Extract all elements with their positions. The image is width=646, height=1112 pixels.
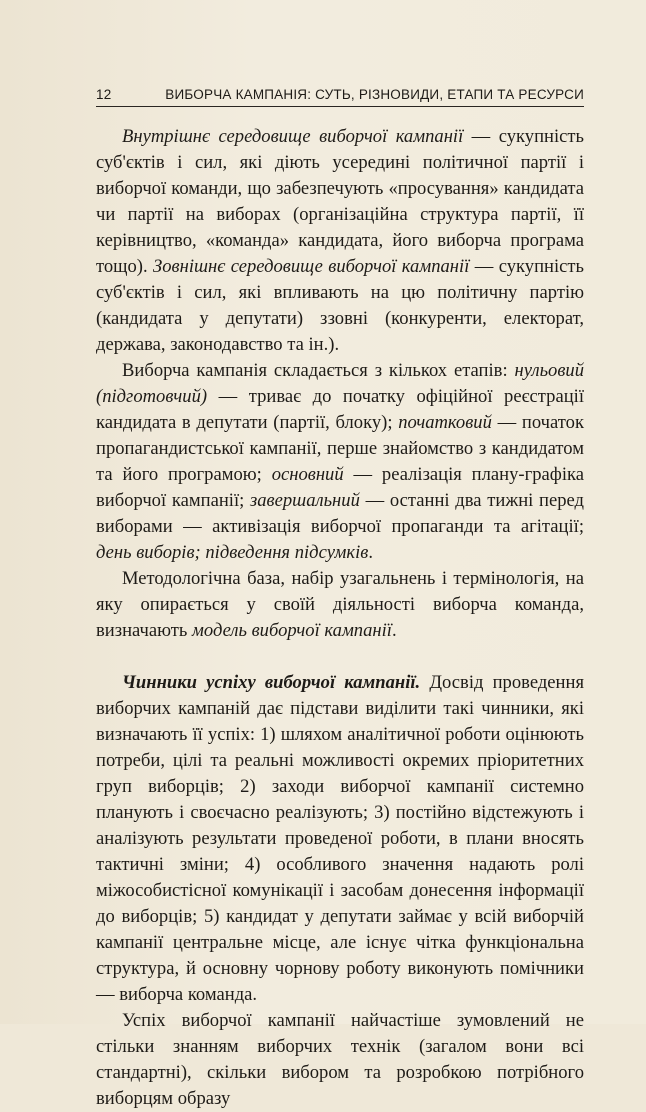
paragraph-stages — [96, 358, 584, 566]
paragraph-text: Успіх виборчої кампанії найчастіше зумовлений не стільки знанням виборчих технік (загалом вони всі стандартні), скільки вибором та розробкою потрібного виборцям образу — [96, 1010, 584, 1109]
paragraph-environment — [96, 124, 584, 358]
term-election-day: день виборів; підведення підсумків — [96, 542, 369, 563]
paragraph-text: Методологічна база, набір узагальнень і термінологія, на яку опирається у своїй діяльності виборча команда, визначають — [96, 568, 584, 641]
section-heading-success-factors: Чинники успіху виборчої кампанії. — [122, 672, 421, 693]
paragraph-model — [96, 566, 584, 644]
paragraph-text: — останні два тижні перед виборами — активізація виборчої пропаганди та агітації; — [96, 490, 584, 537]
term-main-stage: основний — [271, 464, 344, 485]
page-number: 12 — [96, 87, 112, 102]
paragraph-text: — початок пропагандистської кампанії, перше знайомство з кандидатом та його програмою; — [96, 412, 584, 485]
paragraph-text: Досвід проведення виборчих кампаній дає підстави виділити такі чинники, які визначають її успіх: 1) шляхом аналітичної роботи оцінюють потреби, цілі та реальні можливості окремих пріоритетних груп виборців; 2) заходи виборчої кампанії системно планують і своєчасно реалізують; 3) постійно відстежують і аналізують результати проведеної роботи, в плани вносять тактичні зміни; 4) особливого значення надають ролі міжособистісної комунікації і засобам донесення інформації до виборців; 5) кандидат у депутати займає у всій виборчій кампанії центральне місце, але існує чітка функціональна структура, й основну чорнову роботу виконують помічники — виборча команда. — [96, 672, 584, 1005]
paragraph-text: . — [391, 620, 397, 641]
term-external-environment: Зовнішнє середовище виборчої кампанії — [153, 256, 470, 277]
term-final-stage: завершальний — [249, 490, 360, 511]
paragraph-text: — сукупність суб'єктів і сил, які діють усередині політичної партії і виборчої команди, що забезпечують «просування» кандидата чи партії на виборах (організаційна структура партії, її керівництво, «команда» кандидата, його виборча програма тощо). — [96, 126, 584, 277]
header-rule — [96, 106, 584, 107]
running-title: ВИБОРЧА КАМПАНІЯ: СУТЬ, РІЗНОВИДИ, ЕТАПИ ТА РЕСУРСИ — [165, 87, 584, 102]
paragraph-text: — триває до початку офіційної реєстрації кандидата в депутати (партії, блоку); — [96, 386, 584, 433]
term-initial-stage: початковий — [398, 412, 492, 433]
paragraph-text: — реалізація плану-графіка виборчої кампанії; — [96, 464, 584, 511]
term-internal-environment: Внутрішнє середовище виборчої кампанії — [122, 126, 464, 147]
term-zero-stage: нульовий (підготовчий) — [96, 360, 584, 407]
body-text — [96, 124, 584, 1112]
paragraph-text: Виборча кампанія складається з кількох етапів: — [122, 360, 515, 381]
paragraph-text: . — [368, 542, 373, 563]
term-campaign-model: модель виборчої кампанії — [192, 620, 392, 641]
paragraph-text: — сукупність суб'єктів і сил, які впливають на цю політичну партію (кандидата у депутати) ззовні (конкуренти, електорат, держава, законодавство та ін.). — [96, 256, 585, 355]
running-header — [96, 84, 584, 106]
section-gap — [96, 644, 584, 670]
paragraph-success-factors — [96, 670, 584, 1008]
